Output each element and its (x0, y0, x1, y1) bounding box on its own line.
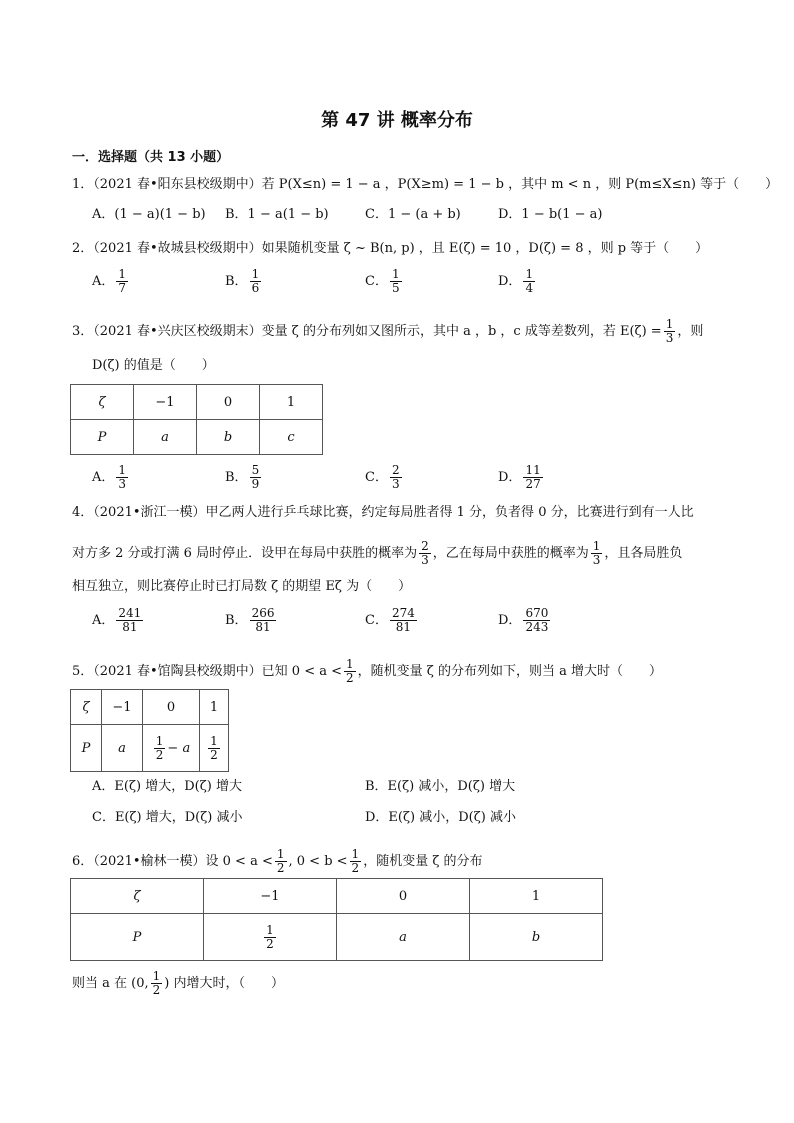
q2-option-d: D． $\frac{1}{4}$ (498, 267, 534, 295)
q3-cell: −1 (134, 385, 197, 420)
q2-option-c: C． $\frac{1}{5}$ (365, 267, 400, 295)
q1-option-b: B．1 − a(1 − b) (225, 207, 329, 222)
q4-option-a: A． $\frac{241}{81}$ (92, 606, 142, 634)
question-4-line3: 相互独立，则比赛停止时已打局数 ζ 的期望 Eζ 为（ ） (72, 579, 412, 594)
q3-cell: b (197, 420, 260, 455)
q5-cell: a (102, 725, 143, 772)
q3-cell: ζ (71, 385, 134, 420)
q3-option-d: D． $\frac{11}{27}$ (498, 463, 541, 491)
q6-cell: a (337, 914, 470, 961)
q5-cell: −1 (102, 690, 143, 725)
q5-option-a: A．E(ζ) 增大，D(ζ) 增大 (92, 779, 242, 794)
q2-option-b: B． $\frac{1}{6}$ (225, 267, 260, 295)
q4-option-d: D． $\frac{670}{243}$ (498, 606, 549, 634)
q5-option-d: D．E(ζ) 减小，D(ζ) 减小 (365, 810, 516, 825)
q6-cell: 0 (337, 879, 470, 914)
q3-cell: c (260, 420, 323, 455)
q1-option-a: A．(1 − a)(1 − b) (92, 207, 206, 222)
question-2-stem: 2．（2021 春•故城县校级期中）如果随机变量 ζ ~ B(n, p) ，且 E(ζ) = 10 ，D(ζ) = 8 ，则 p 等于（ ） (72, 241, 709, 256)
q6-cell: 1 (470, 879, 603, 914)
q5-cell: P (71, 725, 102, 772)
section-heading: 一．选择题（共 13 小题） (72, 150, 230, 165)
question-3-stem: 3．（2021 春•兴庆区校级期末）变量 ζ 的分布列如又图所示，其中 a ，b ，c 成等差数列，若 E(ζ) = $\frac{1}{3}$ ，则 (72, 317, 704, 345)
q6-cell: b (470, 914, 603, 961)
q5-cell-half: $\frac{1}{2}$ (200, 725, 229, 772)
q5-distribution-table (70, 689, 229, 772)
q5-option-c: C．E(ζ) 增大，D(ζ) 减小 (92, 810, 243, 825)
q5-cell: 1 (200, 690, 229, 725)
question-5-stem: 5．（2021 春•馆陶县校级期中）已知 0 < a < $\frac{1}{2}$ ，随机变量 ζ 的分布列如下，则当 a 增大时（ ） (72, 657, 662, 685)
q5-cell-half-minus-a: $\frac{1}{2}$ − a (143, 725, 200, 772)
question-1-stem: 1．（2021 春•阳东县校级期中）若 P(X≤n) = 1 − a ，P(X≥m) = 1 − b ，其中 m < n ，则 P(m≤X≤n) 等于（ ） (72, 177, 779, 192)
q3-cell: 0 (197, 385, 260, 420)
q3-cell: 1 (260, 385, 323, 420)
question-3-stem-line2: D(ζ) 的值是（ ） (92, 358, 215, 373)
q3-distribution-table (70, 384, 323, 455)
q4-option-c: C． $\frac{274}{81}$ (365, 606, 415, 634)
question-6-tail: 则当 a 在 (0, $\frac{1}{2}$ ) 内增大时，（ ） (72, 969, 284, 997)
q3-cell: a (134, 420, 197, 455)
page-title: 第 47 讲 概率分布 (321, 110, 473, 131)
q2-option-a: A． $\frac{1}{7}$ (92, 267, 127, 295)
q3-option-a: A． $\frac{1}{3}$ (92, 463, 127, 491)
q6-cell-half: $\frac{1}{2}$ (204, 914, 337, 961)
q3-option-c: C． $\frac{2}{3}$ (365, 463, 400, 491)
q5-cell: ζ (71, 690, 102, 725)
q6-distribution-table (70, 878, 603, 961)
question-4-line1: 4．（2021•浙江一模）甲乙两人进行乒乓球比赛，约定每局胜者得 1 分，负者得 0 分，比赛进行到有一人比 (72, 505, 694, 520)
q6-cell: P (71, 914, 204, 961)
q5-option-b: B．E(ζ) 减小，D(ζ) 增大 (365, 779, 516, 794)
q3-option-b: B． $\frac{5}{9}$ (225, 463, 260, 491)
question-6-stem: 6．（2021•榆林一模）设 0 < a < $\frac{1}{2}$ , 0 < b < $\frac{1}{2}$ ，随机变量 ζ 的分布 (72, 847, 483, 875)
q5-cell: 0 (143, 690, 200, 725)
q6-cell: ζ (71, 879, 204, 914)
q1-option-d: D．1 − b(1 − a) (498, 207, 603, 222)
q1-option-c: C．1 − (a + b) (365, 207, 461, 222)
question-4-line2: 对方多 2 分或打满 6 局时停止．设甲在每局中获胜的概率为 $\frac{2}{3}$ ，乙在每局中获胜的概率为 $\frac{1}{3}$ ，且各局胜负 (72, 539, 683, 567)
q6-cell: −1 (204, 879, 337, 914)
q3-cell: P (71, 420, 134, 455)
q4-option-b: B． $\frac{266}{81}$ (225, 606, 275, 634)
